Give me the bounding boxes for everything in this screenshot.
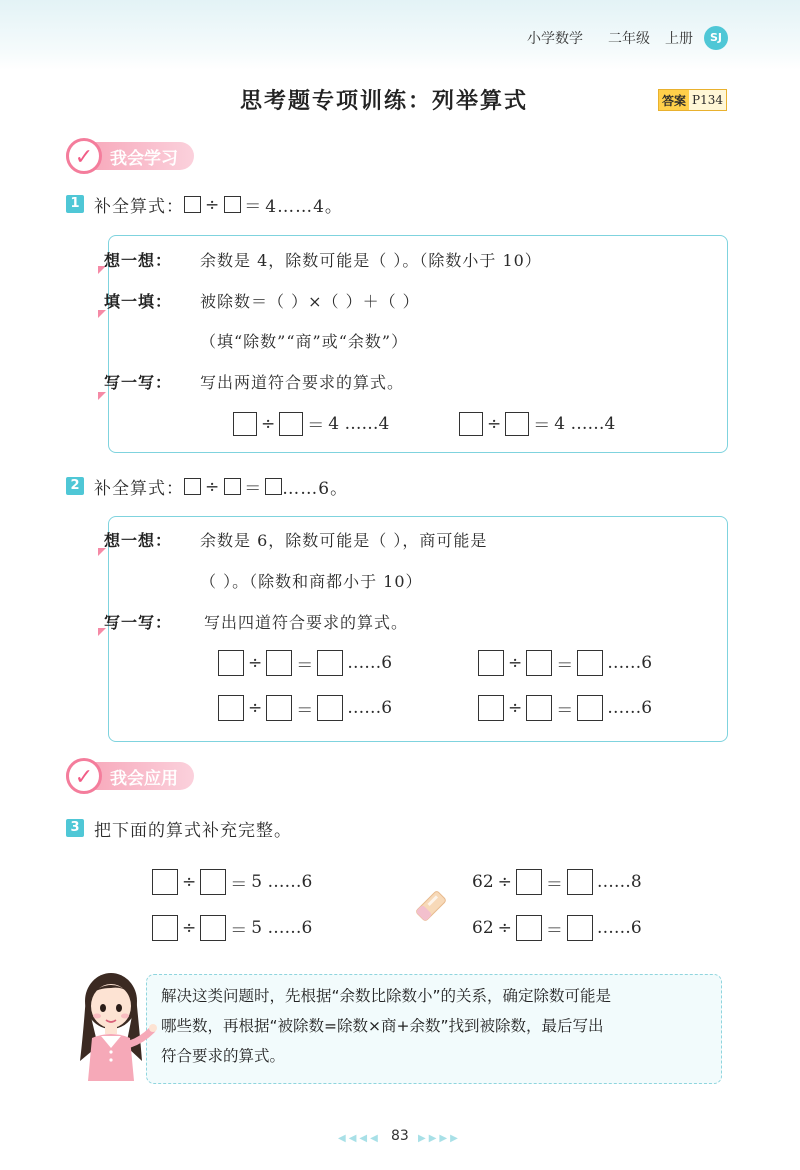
answer-box[interactable] xyxy=(266,695,292,721)
q3-right-top-tail: ……8 xyxy=(596,872,642,892)
q1-fill-hint: （填“除数”“商”或“余数”） xyxy=(200,332,409,351)
answer-box[interactable] xyxy=(478,695,504,721)
q3-right-equation-2: 62 ÷ ＝ ……6 xyxy=(472,915,642,941)
q1-equation-1: ÷ ＝ 4 ……4 xyxy=(233,411,389,436)
q2-think-text-2: （ ）。（除数和商都小于 10） xyxy=(200,572,423,591)
q2-think-text: 余数是 6，除数可能是（ ），商可能是 xyxy=(200,531,488,550)
q2-think-label: 想一想： xyxy=(104,531,173,550)
section-apply-title: 我会应用 xyxy=(110,768,178,789)
q2-write-label: 写一写： xyxy=(104,613,173,632)
q1-fill-label: 填一填： xyxy=(104,292,173,311)
answer-box[interactable] xyxy=(459,412,483,436)
q3-left-tail: 5 ……6 xyxy=(251,872,313,892)
question-number-1: 1 xyxy=(66,195,84,213)
q1-eq-result: 4 ……4 xyxy=(328,413,390,434)
q2-stem-box-divisor xyxy=(224,478,241,495)
check-icon: ✓ xyxy=(66,758,102,794)
answer-box[interactable] xyxy=(526,695,552,721)
answer-box[interactable] xyxy=(200,869,226,895)
q2-stem-box-dividend xyxy=(184,478,201,495)
answer-box[interactable] xyxy=(567,915,593,941)
answer-box[interactable] xyxy=(516,869,542,895)
divide-sign: ÷ xyxy=(205,194,221,215)
divide-sign: ÷ xyxy=(205,476,221,497)
q3-right-bottom-tail: ……6 xyxy=(596,918,642,938)
equals-sign: ＝ xyxy=(244,479,263,499)
q2-equation-2: ÷ ＝ ……6 xyxy=(478,650,652,676)
answer-box[interactable] xyxy=(526,650,552,676)
answer-tag[interactable] xyxy=(658,89,727,111)
q1-write-label: 写一写： xyxy=(104,373,173,392)
header-subject: 小学数学 xyxy=(527,31,583,47)
q2-stem-prefix: 补全算式： xyxy=(94,479,184,499)
answer-box[interactable] xyxy=(577,650,603,676)
q3-right-equation-1: 62 ÷ ＝ ……8 xyxy=(472,869,642,895)
q2-eq-tail: ……6 xyxy=(607,698,653,718)
q1-stem-box-divisor xyxy=(224,196,241,213)
page-title: 思考题专项训练：列举算式 xyxy=(240,89,529,114)
footer-arrows-right-icon: ▶▶▶▶ xyxy=(418,1133,461,1144)
q1-write-text: 写出两道符合要求的算式。 xyxy=(200,373,405,392)
q2-equation-4: ÷ ＝ ……6 xyxy=(478,695,652,721)
answer-box[interactable] xyxy=(152,869,178,895)
answer-box[interactable] xyxy=(279,412,303,436)
q2-equation-1: ÷ ＝ ……6 xyxy=(218,650,392,676)
header-grade: 二年级 xyxy=(608,31,650,47)
q3-left-tail: 5 ……6 xyxy=(251,918,313,938)
answer-box[interactable] xyxy=(505,412,529,436)
footer-arrows-left-icon: ◀◀◀◀ xyxy=(338,1133,381,1144)
q1-stem-tail: 4……4。 xyxy=(265,197,343,217)
question-number-2: 2 xyxy=(66,477,84,495)
sj-badge: SJ xyxy=(704,26,728,50)
eraser-icon xyxy=(410,885,452,927)
q2-stem-tail: ……6。 xyxy=(282,479,349,499)
answer-box[interactable] xyxy=(567,869,593,895)
corner-mark xyxy=(98,392,106,400)
q1-eq-result: 4 ……4 xyxy=(554,413,616,434)
q2-write-text: 写出四道符合要求的算式。 xyxy=(204,613,409,632)
tip-line-1: 解决这类问题时，先根据“余数比除数小”的关系，确定除数可能是 xyxy=(161,987,612,1005)
answer-box[interactable] xyxy=(577,695,603,721)
answer-label: 答案 xyxy=(662,93,687,108)
q2-eq-tail: ……6 xyxy=(607,653,653,673)
q2-eq-tail: ……6 xyxy=(347,698,393,718)
answer-box[interactable] xyxy=(218,695,244,721)
q3-right-prefix: 62 xyxy=(472,872,494,892)
answer-box[interactable] xyxy=(317,650,343,676)
tip-box xyxy=(146,974,722,1084)
answer-page-ref: P134 xyxy=(689,90,726,110)
equals-sign: ＝ xyxy=(244,197,263,217)
page-number: 83 xyxy=(391,1128,409,1144)
q3-left-equation-2: ÷ ＝ 5 ……6 xyxy=(152,915,312,941)
answer-box[interactable] xyxy=(516,915,542,941)
question-number-3: 3 xyxy=(66,819,84,837)
q3-stem: 把下面的算式补充完整。 xyxy=(94,821,292,841)
answer-box[interactable] xyxy=(218,650,244,676)
q1-think-label: 想一想： xyxy=(104,251,173,270)
tip-line-3: 符合要求的算式。 xyxy=(161,1047,286,1065)
girl-illustration xyxy=(68,966,158,1081)
q2-equation-3: ÷ ＝ ……6 xyxy=(218,695,392,721)
q1-equation-2: ÷ ＝ 4 ……4 xyxy=(459,411,615,436)
check-icon: ✓ xyxy=(66,138,102,174)
q1-stem-box-dividend xyxy=(184,196,201,213)
q1-stem-prefix: 补全算式： xyxy=(94,197,184,217)
answer-box[interactable] xyxy=(266,650,292,676)
answer-box[interactable] xyxy=(233,412,257,436)
q2-stem-box-quotient xyxy=(265,478,282,495)
q2-eq-tail: ……6 xyxy=(347,653,393,673)
tip-line-2: 哪些数，再根据“被除数=除数×商+余数”找到被除数，最后写出 xyxy=(161,1017,604,1035)
answer-box[interactable] xyxy=(200,915,226,941)
q2-stem xyxy=(94,474,348,499)
q1-stem xyxy=(94,192,343,217)
answer-box[interactable] xyxy=(317,695,343,721)
q1-think-text: 余数是 4，除数可能是（ ）。（除数小于 10） xyxy=(200,251,542,270)
section-learn-title: 我会学习 xyxy=(110,148,178,169)
q1-fill-text: 被除数＝（ ）×（ ）＋（ ） xyxy=(200,292,420,311)
answer-box[interactable] xyxy=(152,915,178,941)
header-volume: 上册 xyxy=(665,31,693,47)
answer-box[interactable] xyxy=(478,650,504,676)
q3-right-prefix: 62 xyxy=(472,918,494,938)
q3-left-equation-1: ÷ ＝ 5 ……6 xyxy=(152,869,312,895)
